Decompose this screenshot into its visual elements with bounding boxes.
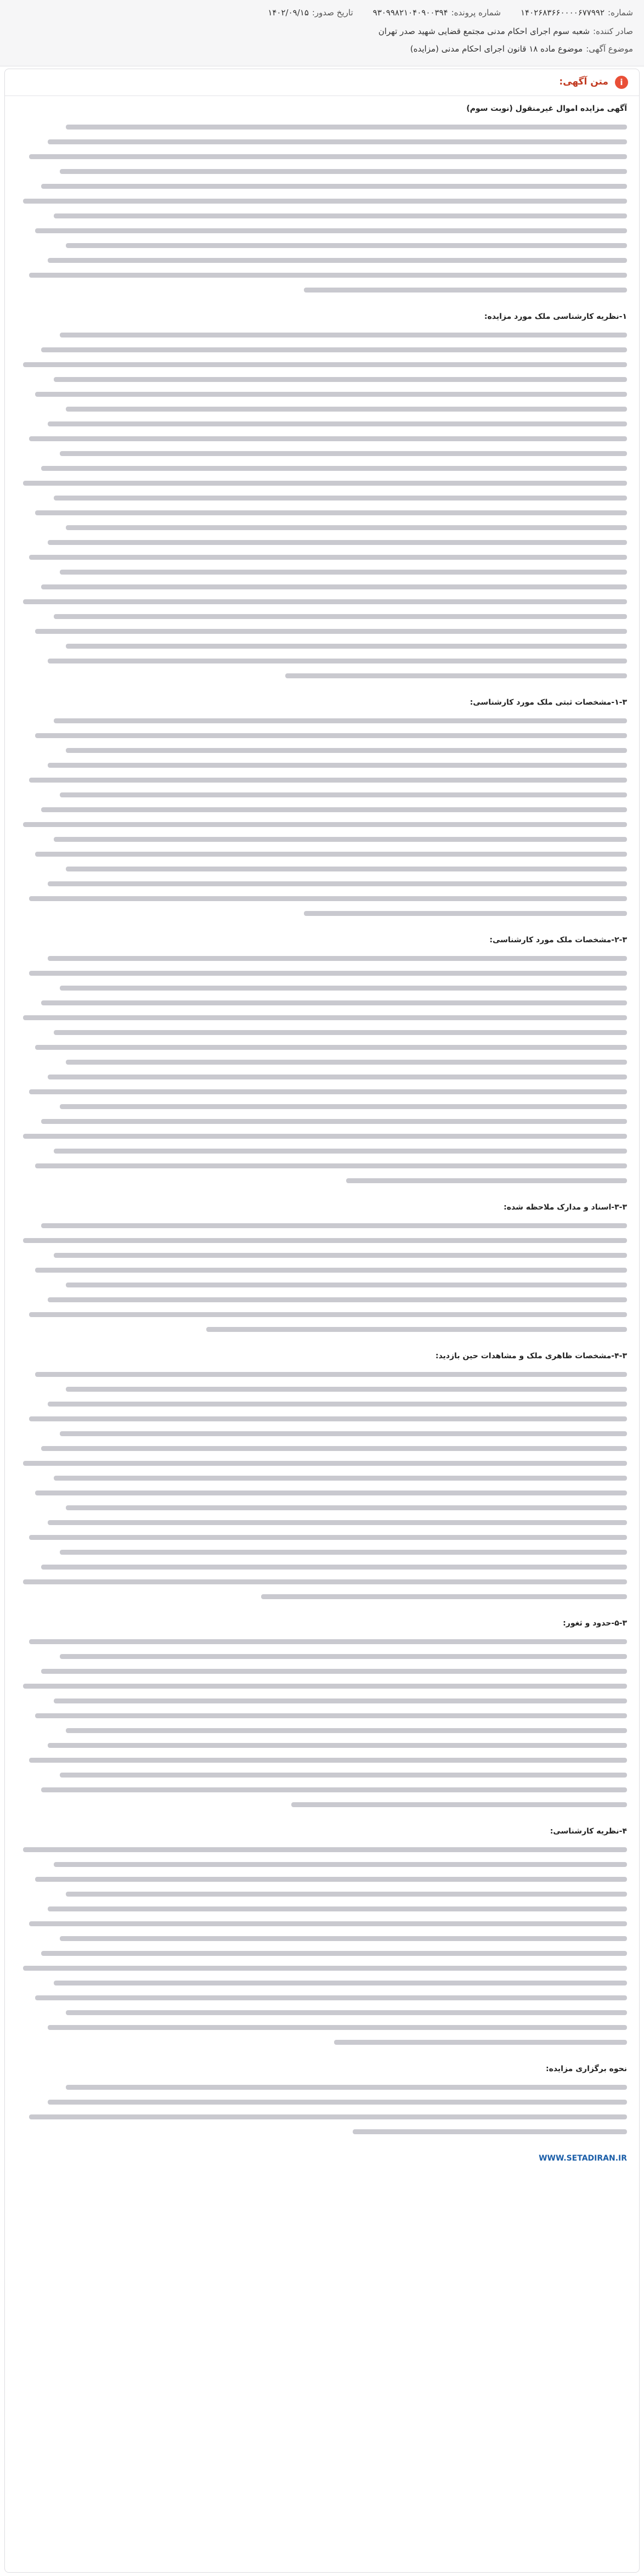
text-placeholder: [66, 1283, 627, 1287]
text-placeholder: [23, 599, 627, 604]
text-line: [17, 818, 627, 831]
text-placeholder: [29, 2114, 627, 2119]
text-line: [17, 892, 627, 905]
text-line: [17, 981, 627, 994]
text-line: [17, 1902, 627, 1915]
text-placeholder: [41, 1951, 627, 1956]
text-line: [17, 373, 627, 386]
text-placeholder: [48, 540, 627, 545]
text-placeholder: [48, 1743, 627, 1748]
text-line: [17, 1694, 627, 1707]
text-line: [17, 254, 627, 267]
text-placeholder: [35, 852, 627, 857]
text-placeholder: [66, 867, 627, 871]
text-line: [17, 2006, 627, 2019]
text-line: [17, 1234, 627, 1247]
text-line: [17, 595, 627, 608]
text-line: [17, 1635, 627, 1648]
text-placeholder: [60, 333, 627, 338]
text-placeholder: [66, 243, 627, 248]
text-placeholder: [48, 881, 627, 886]
text-placeholder: [54, 1862, 627, 1867]
website-link[interactable]: WWW.SETADIRAN.IR: [539, 2154, 627, 2163]
text-line: [17, 521, 627, 534]
text-line: [17, 565, 627, 578]
text-line: [17, 1947, 627, 1960]
text-placeholder: [35, 1268, 627, 1273]
text-line: [17, 1040, 627, 1054]
text-line: [17, 462, 627, 475]
text-line: [17, 714, 627, 727]
text-placeholder: [23, 1134, 627, 1139]
text-placeholder: [66, 1892, 627, 1897]
text-placeholder: [60, 1654, 627, 1659]
case-number: شماره:۱۴۰۲۶۸۳۶۶۰۰۰۰۶۷۷۹۹۲: [520, 8, 633, 18]
text-placeholder: [23, 1684, 627, 1689]
text-placeholder: [304, 911, 627, 916]
file-number: شماره پرونده:۹۳۰۹۹۸۲۱۰۴۰۹۰۰۳۹۴: [372, 8, 501, 18]
text-line: [17, 1887, 627, 1900]
text-line: [17, 1724, 627, 1737]
text-placeholder: [41, 807, 627, 812]
text-line: [17, 952, 627, 965]
text-line: [17, 135, 627, 148]
notice-card: [4, 69, 640, 2573]
notice-card-header: [5, 69, 639, 96]
text-placeholder: [35, 1163, 627, 1168]
text-placeholder: [54, 718, 627, 723]
text-line: [17, 1486, 627, 1499]
text-placeholder: [48, 1402, 627, 1407]
text-placeholder: [29, 778, 627, 783]
text-line: [17, 1991, 627, 2004]
text-placeholder: [29, 1758, 627, 1763]
text-line: [17, 1798, 627, 1811]
text-line: [17, 165, 627, 178]
text-line: [17, 432, 627, 445]
text-placeholder: [261, 1594, 627, 1599]
text-line: [17, 268, 627, 282]
text-placeholder: [60, 570, 627, 575]
text-line: [17, 862, 627, 875]
section-heading: ۴-نظریه کارشناسی:: [550, 1827, 627, 1836]
text-placeholder: [29, 1416, 627, 1421]
text-line: [17, 447, 627, 460]
text-line: [17, 1456, 627, 1470]
text-line: [17, 1872, 627, 1886]
text-placeholder: [29, 1089, 627, 1094]
text-line: [17, 744, 627, 757]
text-line: [17, 1219, 627, 1232]
text-placeholder: [291, 1802, 627, 1807]
text-line: [17, 1308, 627, 1321]
text-placeholder: [48, 2100, 627, 2105]
text-line: [17, 625, 627, 638]
text-line: [17, 966, 627, 980]
text-line: [17, 773, 627, 786]
text-line: [17, 1278, 627, 1291]
text-placeholder: [23, 362, 627, 367]
text-placeholder: [35, 228, 627, 233]
text-placeholder: [54, 614, 627, 619]
text-line: [17, 788, 627, 801]
text-line: [17, 1768, 627, 1781]
text-line: [17, 907, 627, 920]
text-line: [17, 996, 627, 1009]
text-line: [17, 847, 627, 860]
text-placeholder: [60, 1104, 627, 1109]
text-line: [17, 758, 627, 772]
text-line: [17, 1858, 627, 1871]
section-heading: ۳-۳-اسناد و مدارک ملاحظه شده:: [504, 1203, 627, 1212]
text-placeholder: [41, 1787, 627, 1792]
text-placeholder: [54, 213, 627, 218]
text-placeholder: [23, 1579, 627, 1584]
text-line: [17, 669, 627, 682]
text-line: [17, 417, 627, 430]
text-line: [17, 1115, 627, 1128]
text-placeholder: [29, 555, 627, 560]
text-placeholder: [66, 1387, 627, 1392]
text-placeholder: [23, 1966, 627, 1971]
text-line: [17, 2125, 627, 2138]
text-line: [17, 1664, 627, 1678]
text-line: [17, 120, 627, 133]
text-line: [17, 1531, 627, 1544]
text-line: [17, 2080, 627, 2094]
text-line: [17, 2035, 627, 2049]
text-placeholder: [54, 377, 627, 382]
text-line: [17, 1471, 627, 1484]
text-placeholder: [29, 1312, 627, 1317]
text-placeholder: [48, 956, 627, 961]
section-heading: آگهی مزایده اموال غیرمنقول (نوبت سوم): [466, 104, 627, 113]
text-placeholder: [54, 496, 627, 500]
text-placeholder: [41, 584, 627, 589]
text-placeholder: [41, 1119, 627, 1124]
text-placeholder: [334, 2040, 627, 2045]
text-line: [17, 194, 627, 207]
text-line: [17, 833, 627, 846]
text-line: [17, 387, 627, 401]
text-placeholder: [48, 1906, 627, 1911]
text-placeholder: [54, 1149, 627, 1154]
text-placeholder: [48, 1297, 627, 1302]
text-line: [17, 580, 627, 593]
text-placeholder: [29, 154, 627, 159]
text-placeholder: [48, 1075, 627, 1079]
text-line: [17, 1144, 627, 1157]
text-placeholder: [60, 451, 627, 456]
text-placeholder: [60, 1550, 627, 1555]
text-placeholder: [48, 2025, 627, 2030]
text-placeholder: [41, 466, 627, 471]
text-placeholder: [66, 748, 627, 753]
text-line: [17, 1248, 627, 1262]
text-placeholder: [48, 1520, 627, 1525]
text-placeholder: [41, 347, 627, 352]
text-line: [17, 402, 627, 415]
section-heading: ۲-۳-مشخصات ملک مورد کارشناسی:: [489, 936, 627, 944]
text-placeholder: [41, 1565, 627, 1570]
text-placeholder: [23, 199, 627, 204]
text-line: [17, 1026, 627, 1039]
text-placeholder: [60, 792, 627, 797]
text-line: [17, 1753, 627, 1767]
text-placeholder: [353, 2129, 627, 2134]
meta-row: [11, 5, 633, 20]
text-placeholder: [60, 986, 627, 991]
text-placeholder: [48, 659, 627, 663]
text-placeholder: [60, 169, 627, 174]
text-line: [17, 1085, 627, 1098]
text-line: [17, 150, 627, 163]
text-placeholder: [54, 1253, 627, 1258]
text-placeholder: [29, 1535, 627, 1540]
text-line: [17, 491, 627, 504]
text-line: [17, 803, 627, 816]
text-placeholder: [48, 763, 627, 768]
text-placeholder: [29, 971, 627, 976]
text-line: [17, 1427, 627, 1440]
text-placeholder: [23, 481, 627, 486]
text-placeholder: [29, 896, 627, 901]
text-placeholder: [41, 1446, 627, 1451]
text-placeholder: [23, 1847, 627, 1852]
text-line: [17, 1679, 627, 1692]
section-heading: ۵-۳-حدود و ثغور:: [563, 1619, 627, 1628]
text-line: [17, 506, 627, 519]
text-line: [17, 1932, 627, 1945]
text-placeholder: [48, 258, 627, 263]
text-line: [17, 1843, 627, 1856]
info-icon: i: [615, 76, 628, 89]
text-line: [17, 1293, 627, 1306]
text-placeholder: [29, 273, 627, 278]
text-line: [17, 1397, 627, 1410]
text-line: [17, 1382, 627, 1396]
issue-date: تاریخ صدور:۱۴۰۲/۰۹/۱۵: [268, 8, 353, 18]
text-line: [17, 476, 627, 490]
text-line: [17, 654, 627, 667]
text-line: [17, 1917, 627, 1930]
text-placeholder: [66, 125, 627, 130]
text-placeholder: [29, 1639, 627, 1644]
section-heading: ۱-۳-مشخصات ثبتی ملک مورد کارشناسی:: [470, 698, 627, 707]
text-line: [17, 1516, 627, 1529]
text-placeholder: [35, 1995, 627, 2000]
text-line: [17, 1174, 627, 1187]
text-line: [17, 1055, 627, 1068]
text-line: [17, 179, 627, 193]
text-line: [17, 1129, 627, 1143]
text-line: [17, 1412, 627, 1425]
text-line: [17, 358, 627, 371]
section-heading: ۴-۳-مشخصات ظاهری ملک و مشاهدات حین بازدید:: [435, 1352, 627, 1360]
text-line: [17, 328, 627, 341]
text-placeholder: [35, 1491, 627, 1495]
text-line: [17, 639, 627, 653]
text-line: [17, 1783, 627, 1796]
text-placeholder: [35, 1045, 627, 1050]
text-line: [17, 1070, 627, 1083]
text-line: [17, 1442, 627, 1455]
text-line: [17, 1545, 627, 1559]
text-placeholder: [66, 525, 627, 530]
text-line: [17, 343, 627, 356]
text-line: [17, 1650, 627, 1663]
text-line: [17, 1590, 627, 1603]
text-placeholder: [35, 629, 627, 634]
text-line: [17, 209, 627, 222]
document-header: [0, 0, 644, 66]
text-placeholder: [54, 1981, 627, 1986]
text-line: [17, 877, 627, 890]
text-placeholder: [35, 510, 627, 515]
text-placeholder: [23, 1461, 627, 1466]
text-placeholder: [41, 184, 627, 189]
text-line: [17, 1159, 627, 1172]
text-placeholder: [48, 139, 627, 144]
text-placeholder: [23, 1238, 627, 1243]
text-line: [17, 1011, 627, 1024]
notice-title: متن آگهی:: [559, 76, 608, 87]
text-placeholder: [23, 822, 627, 827]
text-line: [17, 1976, 627, 1989]
section-heading: نحوه برگزاری مزایده:: [545, 2065, 627, 2073]
text-placeholder: [29, 436, 627, 441]
text-placeholder: [66, 407, 627, 412]
text-line: [17, 1501, 627, 1514]
text-line: [17, 283, 627, 296]
text-placeholder: [66, 1060, 627, 1065]
issuer-line: صادر کننده:شعبه سوم اجرای احکام مدنی مجتمع قضایی شهید صدر تهران: [378, 26, 633, 36]
text-line: [17, 610, 627, 623]
text-placeholder: [29, 1921, 627, 1926]
text-placeholder: [206, 1327, 627, 1332]
text-line: [17, 1560, 627, 1573]
text-line: [17, 1368, 627, 1381]
text-line: [17, 239, 627, 252]
text-placeholder: [346, 1178, 627, 1183]
text-line: [17, 1575, 627, 1588]
section-heading: ۱-نظریه کارشناسی ملک مورد مزایده:: [484, 312, 627, 321]
text-placeholder: [54, 1698, 627, 1703]
text-placeholder: [60, 1431, 627, 1436]
text-line: [17, 550, 627, 564]
text-line: [17, 224, 627, 237]
text-line: [17, 2021, 627, 2034]
text-placeholder: [60, 1936, 627, 1941]
text-placeholder: [304, 288, 627, 293]
text-line: [17, 1739, 627, 1752]
text-placeholder: [41, 1223, 627, 1228]
text-placeholder: [23, 1015, 627, 1020]
text-line: [17, 2095, 627, 2108]
text-line: [17, 1323, 627, 1336]
text-placeholder: [66, 644, 627, 649]
text-placeholder: [54, 1030, 627, 1035]
text-line: [17, 2110, 627, 2123]
text-line: [17, 1961, 627, 1975]
text-placeholder: [35, 1713, 627, 1718]
text-placeholder: [66, 2010, 627, 2015]
text-line: [17, 1263, 627, 1276]
text-placeholder: [35, 392, 627, 397]
text-placeholder: [54, 1476, 627, 1481]
text-placeholder: [54, 837, 627, 842]
text-placeholder: [35, 1877, 627, 1882]
text-placeholder: [66, 1505, 627, 1510]
text-placeholder: [41, 1000, 627, 1005]
text-placeholder: [66, 1728, 627, 1733]
text-line: [17, 536, 627, 549]
subject-line: موضوع آگهی:موضوع ماده ۱۸ قانون اجرای احکام مدنی (مزایده): [410, 44, 633, 54]
text-line: [17, 1100, 627, 1113]
text-placeholder: [60, 1773, 627, 1778]
text-line: [17, 1709, 627, 1722]
text-placeholder: [285, 673, 627, 678]
text-placeholder: [35, 1372, 627, 1377]
text-placeholder: [66, 2085, 627, 2090]
text-placeholder: [35, 733, 627, 738]
text-line: [17, 729, 627, 742]
text-placeholder: [48, 421, 627, 426]
text-placeholder: [41, 1669, 627, 1674]
